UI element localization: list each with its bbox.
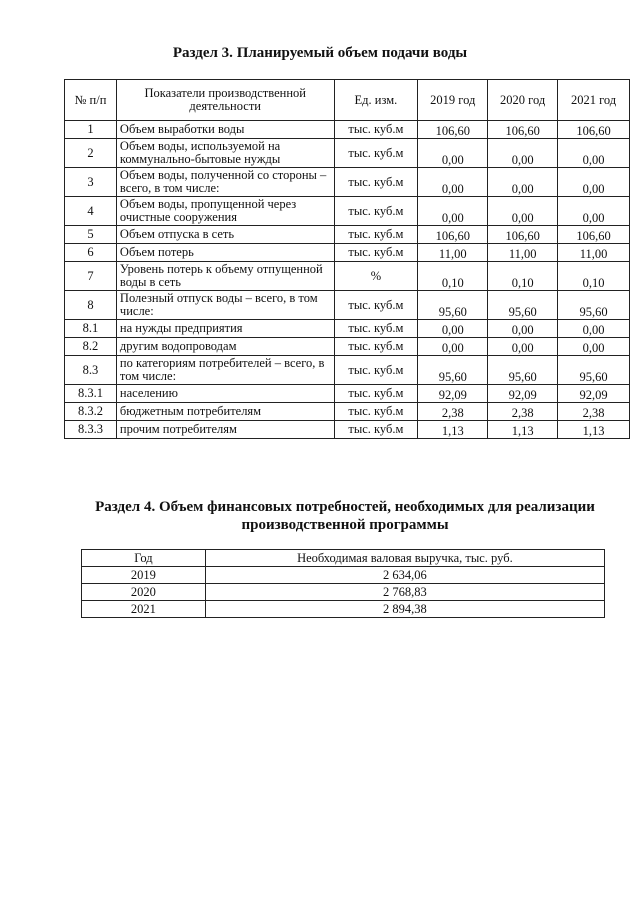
- row-number: 2: [65, 139, 117, 168]
- row-value-2020: 92,09: [488, 385, 558, 403]
- header-num: № п/п: [65, 80, 117, 121]
- row-indicator: другим водопроводам: [116, 338, 334, 356]
- table-row: [65, 121, 630, 139]
- row-value-2021: 0,00: [558, 338, 630, 356]
- row-value-2019: 106,60: [418, 121, 488, 139]
- table-row: [65, 421, 630, 439]
- row-number: 8: [65, 291, 117, 320]
- row-value-2019: 92,09: [418, 385, 488, 403]
- row-number: 6: [65, 244, 117, 262]
- table-row: [82, 584, 605, 601]
- row-number: 7: [65, 262, 117, 291]
- row-unit: тыс. куб.м: [334, 226, 418, 244]
- table-row: [65, 320, 630, 338]
- table-row: [82, 601, 605, 618]
- row-number: 3: [65, 168, 117, 197]
- row-value-2020: 0,00: [488, 168, 558, 197]
- table-row: [65, 168, 630, 197]
- row-number: 4: [65, 197, 117, 226]
- section3-title: [0, 44, 640, 62]
- row-indicator: Объем воды, полученной со стороны – всего, в том числе:: [116, 168, 334, 197]
- row-unit: тыс. куб.м: [334, 385, 418, 403]
- row-indicator: населению: [116, 385, 334, 403]
- row-number: 8.3.2: [65, 403, 117, 421]
- table-row: [65, 197, 630, 226]
- row-unit: тыс. куб.м: [334, 403, 418, 421]
- row-value-2021: 11,00: [558, 244, 630, 262]
- row-indicator: Объем выработки воды: [116, 121, 334, 139]
- row-number: 8.3.1: [65, 385, 117, 403]
- table-row: [65, 403, 630, 421]
- row-revenue: 2 768,83: [205, 584, 604, 601]
- row-number: 8.3: [65, 356, 117, 385]
- row-unit: тыс. куб.м: [334, 320, 418, 338]
- row-value-2021: 0,10: [558, 262, 630, 291]
- header-2021: 2021 год: [558, 80, 630, 121]
- table-row: [65, 262, 630, 291]
- row-indicator: Объем воды, пропущенной через очистные сооружения: [116, 197, 334, 226]
- header-unit: Ед. изм.: [334, 80, 418, 121]
- row-value-2020: 0,00: [488, 320, 558, 338]
- row-value-2020: 0,00: [488, 139, 558, 168]
- row-indicator: Объем воды, используемой на коммунально-бытовые нужды: [116, 139, 334, 168]
- row-value-2021: 92,09: [558, 385, 630, 403]
- table-row: [82, 567, 605, 584]
- row-unit: тыс. куб.м: [334, 121, 418, 139]
- header-revenue: Необходимая валовая выручка, тыс. руб.: [205, 550, 604, 567]
- row-value-2019: 0,00: [418, 338, 488, 356]
- row-value-2019: 2,38: [418, 403, 488, 421]
- row-value-2020: 0,00: [488, 197, 558, 226]
- table-row: [65, 356, 630, 385]
- water-supply-table: [64, 79, 630, 439]
- row-value-2019: 106,60: [418, 226, 488, 244]
- row-indicator: Уровень потерь к объему отпущенной воды в сеть: [116, 262, 334, 291]
- row-indicator: Объем отпуска в сеть: [116, 226, 334, 244]
- row-number: 5: [65, 226, 117, 244]
- row-unit: тыс. куб.м: [334, 291, 418, 320]
- row-indicator: по категориям потребителей – всего, в том числе:: [116, 356, 334, 385]
- row-value-2021: 0,00: [558, 197, 630, 226]
- row-value-2019: 95,60: [418, 356, 488, 385]
- table-row: [65, 338, 630, 356]
- row-value-2019: 95,60: [418, 291, 488, 320]
- row-unit: тыс. куб.м: [334, 197, 418, 226]
- row-value-2020: 95,60: [488, 291, 558, 320]
- row-number: 8.3.3: [65, 421, 117, 439]
- table-header-row: [82, 550, 605, 567]
- financial-needs-table: [81, 549, 605, 618]
- row-value-2021: 106,60: [558, 121, 630, 139]
- row-unit: тыс. куб.м: [334, 356, 418, 385]
- row-unit: тыс. куб.м: [334, 244, 418, 262]
- row-value-2020: 11,00: [488, 244, 558, 262]
- row-year: 2020: [82, 584, 206, 601]
- row-indicator: Объем потерь: [116, 244, 334, 262]
- row-indicator: Полезный отпуск воды – всего, в том числе:: [116, 291, 334, 320]
- row-value-2021: 0,00: [558, 168, 630, 197]
- row-unit: тыс. куб.м: [334, 421, 418, 439]
- table-row: [65, 385, 630, 403]
- row-value-2019: 0,00: [418, 197, 488, 226]
- row-unit: тыс. куб.м: [334, 139, 418, 168]
- row-number: 8.2: [65, 338, 117, 356]
- header-year: Год: [82, 550, 206, 567]
- row-indicator: на нужды предприятия: [116, 320, 334, 338]
- table-row: [65, 244, 630, 262]
- row-revenue: 2 894,38: [205, 601, 604, 618]
- row-unit: тыс. куб.м: [334, 168, 418, 197]
- table-row: [65, 226, 630, 244]
- row-value-2021: 106,60: [558, 226, 630, 244]
- row-revenue: 2 634,06: [205, 567, 604, 584]
- row-year: 2019: [82, 567, 206, 584]
- row-value-2019: 0,00: [418, 320, 488, 338]
- row-value-2021: 1,13: [558, 421, 630, 439]
- section4-title-bold: Раздел 4.: [95, 499, 156, 515]
- row-number: 1: [65, 121, 117, 139]
- row-value-2020: 0,00: [488, 338, 558, 356]
- row-unit: %: [334, 262, 418, 291]
- table-row: [65, 139, 630, 168]
- row-value-2019: 11,00: [418, 244, 488, 262]
- row-value-2021: 0,00: [558, 139, 630, 168]
- row-value-2020: 106,60: [488, 226, 558, 244]
- row-value-2020: 95,60: [488, 356, 558, 385]
- row-value-2019: 0,00: [418, 139, 488, 168]
- table-header-row: [65, 80, 630, 121]
- row-year: 2021: [82, 601, 206, 618]
- section4-title: [95, 498, 595, 534]
- row-unit: тыс. куб.м: [334, 338, 418, 356]
- row-value-2021: 2,38: [558, 403, 630, 421]
- row-value-2020: 0,10: [488, 262, 558, 291]
- row-value-2020: 2,38: [488, 403, 558, 421]
- row-value-2021: 95,60: [558, 291, 630, 320]
- row-indicator: прочим потребителям: [116, 421, 334, 439]
- row-value-2020: 106,60: [488, 121, 558, 139]
- row-value-2019: 0,00: [418, 168, 488, 197]
- section3-title-text: Планируемый объем подачи воды: [232, 45, 468, 61]
- header-indicator: Показатели производственной деятельности: [116, 80, 334, 121]
- header-2019: 2019 год: [418, 80, 488, 121]
- row-indicator: бюджетным потребителям: [116, 403, 334, 421]
- row-value-2019: 0,10: [418, 262, 488, 291]
- section3-title-bold: Раздел 3.: [172, 45, 233, 61]
- row-value-2019: 1,13: [418, 421, 488, 439]
- table-row: [65, 291, 630, 320]
- row-number: 8.1: [65, 320, 117, 338]
- header-2020: 2020 год: [488, 80, 558, 121]
- row-value-2020: 1,13: [488, 421, 558, 439]
- section4-title-text: Объем финансовых потребностей, необходимых для реализации производственной программы: [155, 499, 595, 533]
- row-value-2021: 95,60: [558, 356, 630, 385]
- row-value-2021: 0,00: [558, 320, 630, 338]
